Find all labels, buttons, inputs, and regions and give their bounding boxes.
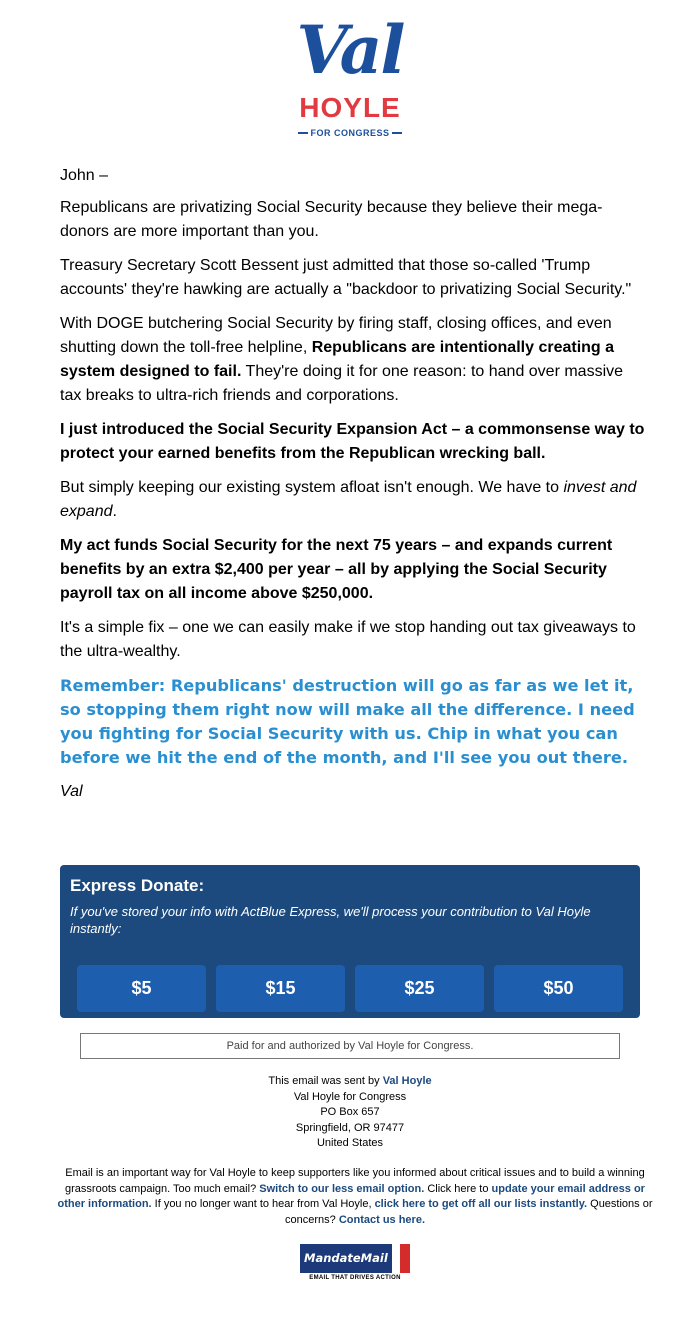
fine-print-click-here: Click here to (424, 1182, 492, 1195)
footer-fine-print (55, 1166, 655, 1228)
paragraph-3-end: They're doing it for one reason: to hand over massive tax breaks to ultra-rich friends and corporations. (60, 363, 624, 404)
paragraph-5 (60, 476, 645, 524)
flag-icon (392, 1244, 410, 1273)
letter-body (60, 164, 645, 814)
contact-link[interactable]: Contact us here. (338, 1213, 425, 1226)
mandatemail-badge[interactable] (300, 1244, 410, 1284)
unsubscribe-link[interactable]: click here to get off all our lists instantly. (374, 1198, 588, 1210)
sender-org: Val Hoyle for Congress (293, 1090, 407, 1103)
donate-25-button[interactable]: $25 (355, 965, 484, 1012)
mandatemail-banner (300, 1244, 410, 1273)
fine-print-intro: Email is an important way for Val Hoyle to keep supporters like you informed about critical issues and to build a winning grassroots campaign. Too much email? (65, 1167, 645, 1195)
mandatemail-tagline: EMAIL THAT DRIVES ACTION (309, 1275, 401, 1281)
sender-link[interactable]: Val Hoyle (382, 1075, 432, 1087)
paragraph-4-bold: I just introduced the Social Security Expansion Act – a commonsense way to protect your earned benefits from the Republican wrecking ball. (60, 421, 645, 462)
sender-country: United States (316, 1137, 384, 1149)
paragraph-5-start: But simply keeping our existing system afloat isn't enough. We have to (60, 479, 564, 496)
paragraph-4 (60, 418, 645, 466)
paragraph-5-italic: invest and expand (60, 479, 637, 520)
paragraph-2: Treasury Secretary Scott Bessent just admitted that those so-called 'Trump accounts' they're hawking are actually a "backdoor to privatizing Social Security." (60, 257, 632, 298)
sent-by-prefix: This email was sent by (268, 1075, 383, 1087)
sender-address (0, 1074, 700, 1152)
logo-script-text: Val (296, 11, 404, 89)
express-donate-panel (60, 865, 640, 1018)
sender-po-box: PO Box 657 (320, 1106, 380, 1118)
signoff: Val (60, 783, 83, 800)
donate-15-button[interactable]: $15 (216, 965, 345, 1012)
fine-print-unsub-intro: If you no longer want to hear from Val Hoyle, (151, 1198, 375, 1210)
logo-subtitle-text: FOR CONGRESS (310, 128, 390, 138)
paragraph-3 (60, 312, 645, 408)
paragraph-6-bold: My act funds Social Security for the next 75 years – and expands current benefits by an extra $2,400 per year – all by applying the Social Security payroll tax on all income above $250,000. (60, 537, 613, 602)
logo-subtitle (270, 126, 430, 140)
sent-by-line (0, 1074, 700, 1090)
logo-dash-right (392, 132, 402, 134)
paragraph-1: Republicans are privatizing Social Security because they believe their mega-donors are more important than you. (60, 199, 603, 240)
paragraph-3-bold: Republicans are intentionally creating a system designed to fail. (60, 339, 615, 380)
paragraph-5-end: . (112, 503, 117, 520)
greeting: John – (60, 167, 109, 184)
less-email-link[interactable]: Switch to our less email option. (259, 1182, 425, 1195)
paragraph-3-start: With DOGE butchering Social Security by firing staff, closing offices, and even shutting down the toll-free helpline, (60, 315, 612, 356)
sender-city: Springfield, OR 97477 (295, 1121, 405, 1134)
express-donate-title: Express Donate: (70, 876, 205, 895)
express-donate-note: If you've stored your info with ActBlue Express, we'll process your contribution to Val Hoyle instantly: (70, 904, 591, 936)
mandatemail-name: MandateMail (304, 1251, 388, 1265)
paragraph-7: It's a simple fix – one we can easily make if we stop handing out tax giveaways to the ultra-wealthy. (60, 619, 636, 660)
donate-5-button[interactable]: $5 (77, 965, 206, 1012)
call-to-action: Remember: Republicans' destruction will go as far as we let it, so stopping them right now will make all the difference. I need you fighting for Social Security with us. Chip in what you can before we hit the end of the month, and I'll see you out there. (60, 676, 635, 767)
paid-for-disclaimer: Paid for and authorized by Val Hoyle for Congress. (80, 1033, 620, 1059)
fine-print-questions: Questions or concerns? (285, 1198, 653, 1226)
campaign-logo (270, 12, 430, 142)
paragraph-6 (60, 534, 645, 606)
logo-name-text: HOYLE (299, 92, 401, 123)
update-info-link[interactable]: update your email address or other information. (57, 1182, 645, 1210)
donate-50-button[interactable]: $50 (494, 965, 623, 1012)
